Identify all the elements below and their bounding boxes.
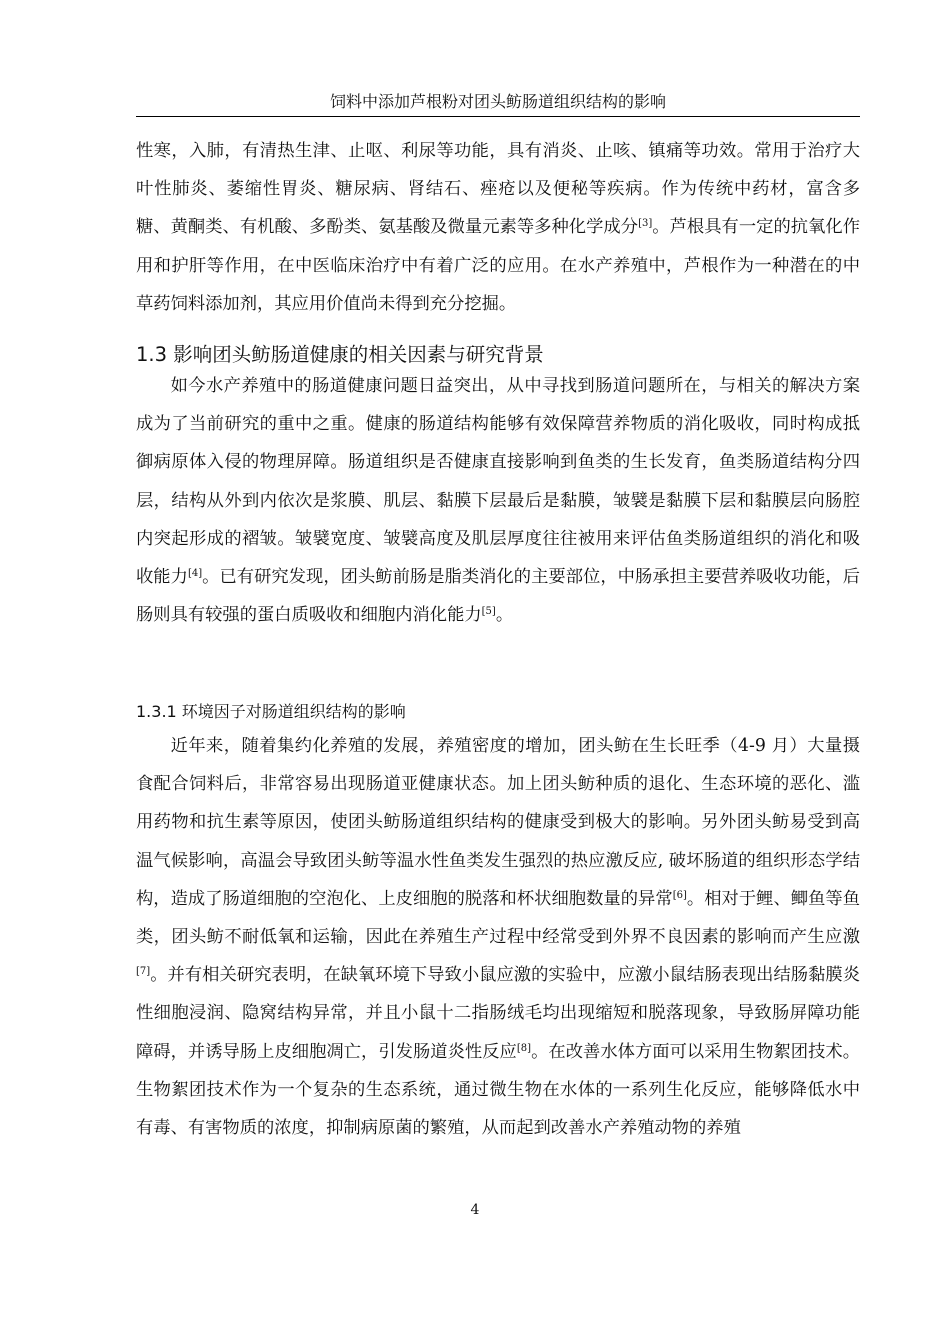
s131-text-4: 。在改善水体方面可以采用生物絮团技术。生物絮团技术作为一个复杂的生态系统，通过微生物在水体的一系列生化反应，能够降低水中有毒、有害物质的浓度，抑制病原菌的繁殖，从而起到改善水产养殖动物的养殖	[136, 1041, 860, 1139]
section-1-3-paragraph	[136, 367, 860, 634]
intro-text-end: 。芦根具有一定的抗氧化作用和护肝等作用，在中医临床治疗中有着广泛的应用。在水产养殖中，芦根作为一种潜在的中草药饲料添加剂，其应用价值尚未得到充分挖掘。	[136, 217, 860, 314]
page-number: 4	[470, 1202, 480, 1218]
citation-5: [5]	[481, 606, 496, 618]
intro-paragraph	[136, 132, 860, 323]
running-header: 饲料中添加芦根粉对团头鲂肠道组织结构的影响	[329, 92, 666, 111]
section-1-3-1-paragraph	[136, 727, 860, 1147]
citation-8: [8]	[516, 1042, 532, 1054]
s131-text-1: 近年来，随着集约化养殖的发展，养殖密度的增加，团头鲂在生长旺季（4-9 月）大量摄食配合饲料后，非常容易出现肠道亚健康状态。加上团头鲂种质的退化、生态环境的恶化、滥用药物和抗生素等原因，使团头鲂肠道组织结构的健康受到极大的影响。另外团头鲂易受到高温气候影响，高温会导致团头鲂等温水性鱼类发生强烈的热应激反应, 破坏肠道的组织形态学结构，造成了肠道细胞的空泡化、上皮细胞的脱落和杯状细胞数量的异常	[136, 736, 860, 909]
s13-text-1: 如今水产养殖中的肠道健康问题日益突出，从中寻找到肠道问题所在，与相关的解决方案成为了当前研究的重中之重。健康的肠道结构能够有效保障营养物质的消化吸收，同时构成抵御病原体入侵的物理屏障。肠道组织是否健康直接影响到鱼类的生长发育，鱼类肠道结构分四层，结构从外到内依次是浆膜、肌层、黏膜下层最后是黏膜，皱襞是黏膜下层和黏膜层向肠腔内突起形成的褶皱。皱襞宽度、皱襞高度及肌层厚度往往被用来评估鱼类肠道组织的消化和吸收能力	[136, 376, 860, 588]
s13-text-3: 。	[495, 605, 514, 626]
intro-text: 性寒，入肺，有清热生津、止呕、利尿等功能，具有消炎、止咳、镇痛等功效。常用于治疗大叶性肺炎、萎缩性胃炎、糖尿病、肾结石、痤疮以及便秘等疾病。作为传统中药材，富含多糖、黄酮类、有机酸、多酚类、氨基酸及微量元素等多种化学成分	[136, 141, 860, 238]
citation-7: [7]	[136, 966, 151, 978]
citation-6: [6]	[672, 889, 687, 901]
header-rule	[136, 116, 860, 117]
s13-text-2: 。已有研究发现，团头鲂前肠是脂类消化的主要部位，中肠承担主要营养吸收功能，后肠则具有较强的蛋白质吸收和细胞内消化能力	[136, 567, 860, 626]
citation-3: [3]	[638, 218, 653, 230]
s131-text-3: 。并有相关研究表明，在缺氧环境下导致小鼠应激的实验中，应激小鼠结肠表现出结肠黏膜炎性细胞浸润、隐窝结构异常，并且小鼠十二指肠绒毛均出现缩短和脱落现象，导致肠屏障功能障碍，并诱导肠上皮细胞凋亡，引发肠道炎性反应	[136, 965, 860, 1062]
citation-4: [4]	[187, 568, 203, 580]
section-heading-1-3: 1.3 影响团头鲂肠道健康的相关因素与研究背景	[136, 343, 544, 366]
s131-text-2: 。相对于鲤、鲫鱼等鱼类，团头鲂不耐低氧和运输，因此在养殖生产过程中经常受到外界不良因素的影响而产生应激	[136, 888, 860, 948]
section-heading-1-3-1: 1.3.1 环境因子对肠道组织结构的影响	[136, 702, 406, 721]
